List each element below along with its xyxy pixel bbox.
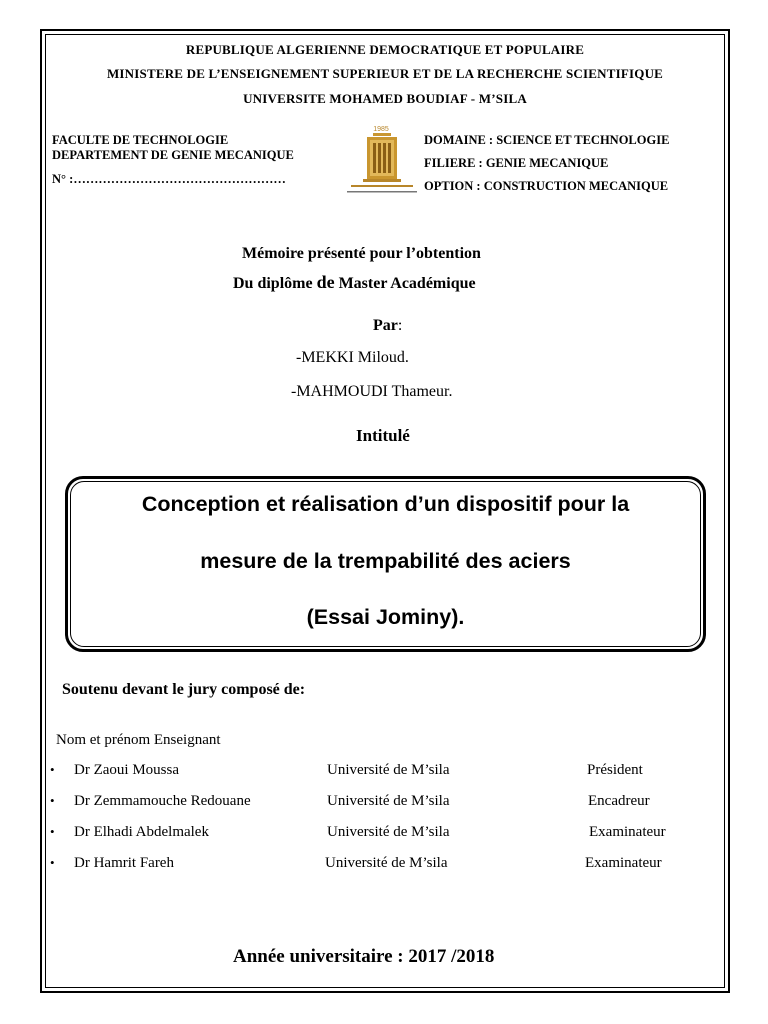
department-label: DEPARTEMENT DE GENIE MECANIQUE — [52, 148, 294, 162]
jury-role: Examinateur — [589, 824, 666, 840]
jury-role: Examinateur — [585, 855, 662, 871]
bullet-icon: • — [50, 762, 55, 777]
memoire-line2-part1: Du diplôme — [233, 275, 317, 292]
jury-name: Dr Zemmamouche Redouane — [74, 793, 251, 809]
jury-name: Dr Elhadi Abdelmalek — [74, 824, 209, 840]
jury-university: Université de M’sila — [327, 762, 450, 778]
jury-university: Université de M’sila — [325, 855, 448, 871]
par-word: Par — [373, 317, 398, 334]
jury-row — [50, 793, 710, 813]
faculty-label: FACULTE DE TECHNOLOGIE — [52, 133, 229, 147]
jury-heading: Soutenu devant le jury composé de: — [62, 681, 306, 698]
jury-role: Président — [587, 762, 643, 778]
bullet-icon: • — [50, 824, 55, 839]
jury-name: Dr Zaoui Moussa — [74, 762, 179, 778]
jury-subheading: Nom et prénom Enseignant — [56, 732, 221, 748]
par-colon: : — [397, 317, 403, 334]
bullet-icon: • — [50, 793, 55, 808]
domain-label: DOMAINE : SCIENCE ET TECHNOLOGIE — [424, 133, 670, 147]
ministry-heading: MINISTERE DE L’ENSEIGNEMENT SUPERIEUR ET DE LA RECHERCHE SCIENTIFIQUE — [106, 66, 664, 81]
author-1: -MEKKI Miloud. — [296, 349, 409, 366]
jury-row — [50, 855, 710, 875]
jury-row — [50, 762, 710, 782]
university-logo-icon — [343, 122, 421, 200]
jury-row — [50, 824, 710, 844]
title-line-3: (Essai Jominy). — [306, 605, 465, 629]
memoire-line1: Mémoire présenté pour l’obtention — [242, 245, 481, 262]
memoire-line2-part2: de — [316, 272, 335, 292]
par-label — [373, 317, 402, 335]
jury-university: Université de M’sila — [327, 793, 450, 809]
author-2: -MAHMOUDI Thameur. — [291, 383, 453, 400]
jury-role: Encadreur — [588, 793, 650, 809]
republic-heading: REPUBLIQUE ALGERIENNE DEMOCRATIQUE ET POPULAIRE — [185, 42, 585, 57]
academic-year: Année universitaire : 2017 /2018 — [233, 946, 495, 967]
title-line-1: Conception et réalisation d’un dispositif pour la — [141, 492, 630, 516]
number-field: N° :…………………………………………… — [52, 172, 286, 186]
filiere-label: FILIERE : GENIE MECANIQUE — [424, 156, 609, 170]
option-label: OPTION : CONSTRUCTION MECANIQUE — [424, 179, 669, 193]
memoire-line2-part3: Master Académique — [334, 275, 476, 292]
logo-year: 1985 — [373, 126, 389, 133]
intitule-label: Intitulé — [356, 426, 410, 445]
jury-university: Université de M’sila — [327, 824, 450, 840]
bullet-icon: • — [50, 855, 55, 870]
jury-name: Dr Hamrit Fareh — [74, 855, 174, 871]
memoire-line2 — [233, 272, 476, 293]
title-line-2: mesure de la trempabilité des aciers — [200, 549, 571, 573]
university-heading: UNIVERSITE MOHAMED BOUDIAF - M’SILA — [243, 91, 527, 106]
